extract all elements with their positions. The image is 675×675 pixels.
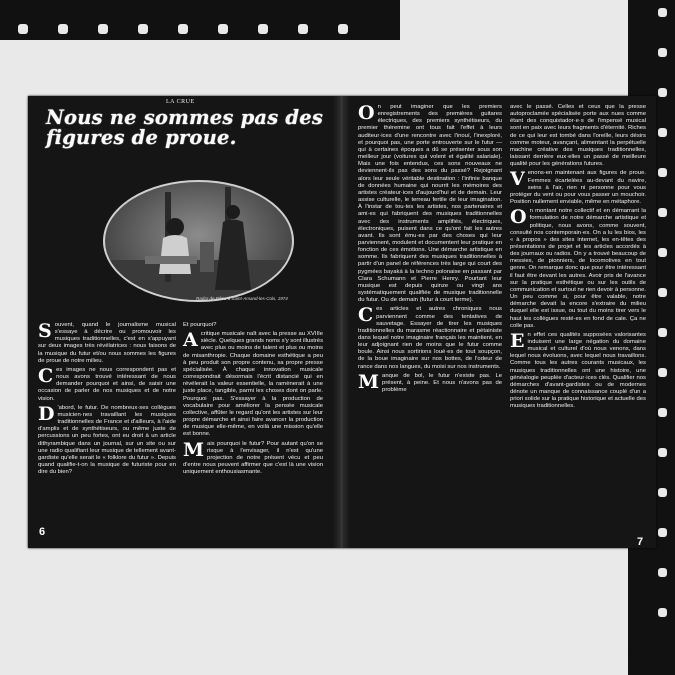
film-strip-top [0, 0, 400, 40]
drop-cap: O [510, 206, 527, 229]
photo-caption: Radar de Pâtre à Saint-Amand-les-Cols, 1974 [196, 296, 288, 301]
article-paragraph [183, 331, 323, 438]
page-number-left: 6 [39, 526, 46, 538]
right-column-1 [358, 104, 502, 396]
paragraph-text: n effet ces qualités supposées valorisantes induisent une large négation du domaine musical et culturel d'où nous venons, dans lequel nous évoluons, avec lequel nous travaillons. Comme tous les autres courants musicaux, les musiques traditionnelles ont une histoire, une généalogie peuplée d'acteur·ices clés. Qualifier nos démarches d'avant-gardistes ou de modernes dénote un manque de connaissance couplé d'un a priori solide sur la pratique historique et actuelle des musiques traditionnelles. [510, 331, 646, 410]
left-column-2 [183, 322, 323, 478]
drop-cap: C [358, 304, 374, 327]
article-paragraph [358, 306, 502, 370]
paragraph-text: Et pourquoi? [183, 322, 217, 328]
paragraph-text: n peut imaginer que les premiers enregistrements des premières guitares électriques, des premiers synthétiseurs, du premier théremine ont tous fait l'effet à leurs auditeur·ices d'une rencontre avec l'inouï, l'inexploré, et pourquoi pas, une porte entrouverte sur le futur — qui à certaines époques a dû se présenter sous son meilleur jour (voitures qui volent et égalité salariale). Mais une fois entendus, ces sons nouveaux ne deviennent-ils pas des sons du passé? Rejoignant alors leur seule véritable destination : l'infinie banque de données humaine qui nourrit les mémoires des artistes créateur·ices d'aujourd'hui et de demain. Leur assise culturelle, le terreau fertile de leur imagination. À l'instar de tou·tes les artistes, nos partenaires et ami·es qui fabriquent des musiques traditionnelles avec des instruments amplifiés, électriques, électroniques, puisent dans ce qu'ont fait les autres avant. Ils sont ému·es par des choses qui leur parviennent, modulent et documentent leur pratique en fonction de ces émotions. Une démarche artistique en somme. Ils fabriquent des musiques traditionnelles à partir d'un panel de références très large qui court des pygmées bayaká à la techno polonaise en passant par Clara Schumann et Pierre Henry. Pourtant leur musique est depuis quinze ou vingt ans systématiquement qualifiée de musique traditionnelle du futur. Ou de demain (futur à court terme). [358, 104, 502, 304]
drop-cap: S [38, 320, 52, 342]
paragraph-text: ais pourquoi le futur? Pour autant qu'on se risque à l'envisager, il n'est qu'une projection de notre présent vécu et peu d'entre nous peuvent affirmer que c'est là une vision uniquement enthousiasmante. [183, 440, 323, 476]
musicians-illustration [105, 182, 292, 300]
drop-cap: M [358, 370, 380, 393]
article-paragraph [510, 170, 646, 206]
article-paragraph [358, 104, 502, 304]
drop-cap: C [38, 364, 54, 387]
article-paragraph [183, 322, 323, 329]
left-column-1 [38, 322, 176, 478]
article-paragraph [510, 208, 646, 330]
article-paragraph [38, 322, 176, 365]
article-headline: Nous ne sommes pas des figures de proue. [46, 106, 324, 149]
section-label: LA CRUE [166, 99, 195, 105]
drop-cap: V [510, 168, 525, 191]
spine-gutter [333, 96, 350, 548]
article-paragraph [358, 370, 502, 394]
paragraph-text: avec le passé. Celles et ceux que la presse autoproclamée spécialisée porte aux nues comme étant des conquistador·e·s de l'impensé musical sont en paix avec leurs fragments d'éternité. Riches de ce qui leur est tombé dans l'oreille, leurs désirs comme moteur, avançant, alimentant la perpétuelle machine créative des musiques traditionnelles, laissant derrière eux·elles un passé de meilleure qualité pour les générations futures. [510, 104, 646, 168]
article-paragraph [38, 402, 176, 477]
corner-logo: LS [630, 644, 648, 660]
paragraph-text: es images ne nous correspondent pas et nous avons trouvé intéressant de nous demander pourquoi et ainsi, de saisir une occasion de parler de nos musiques et de notre vision. [38, 366, 176, 402]
right-column-2 [510, 104, 646, 413]
paragraph-text: ouvent, quand le journalisme musical s'essaye à décrire ou promouvoir les musiques traditionnelles, c'est en s'appuyant sur deux images très révélatrices : nous faisons de la musique du futur et/ou nous sommes les figures de proue de notre milieu. [38, 322, 176, 364]
page-number-right: 7 [637, 536, 644, 548]
drop-cap: D [38, 402, 55, 425]
left-page [28, 96, 333, 548]
paragraph-text: enons-en maintenant aux figures de proue. Femmes écartelées au-devant du navire, seins à l'air, rien ni personne pour vous protéger du vent ou pour vous passer un mouchoir. Position nullement enviable, même en métaphore. [510, 170, 646, 206]
drop-cap: O [358, 102, 375, 124]
article-paragraph [510, 104, 646, 168]
article-paragraph [510, 329, 646, 411]
paragraph-text: anque de bol, le futur n'existe pas. Le présent, à peine. Et nous n'avons pas de problème [382, 372, 502, 394]
paragraph-text: 'abord, le futur. De nombreux·ses collègues musicien·nes travaillant les musiques traditionnelles de France et d'ailleurs, à l'aide d'amplis et de synthétiseurs, ou même juste de percussions un peu fortes, ont eu droit à un article dithyrambique dans un journal, sur un site ou sur une radio qualifiant leur musique de tellement avant-gardiste qu'elle serait le « folklore du futur ». Depuis quand qualifie-t-on la musique de futuriste pour en dire du bien? [38, 404, 176, 476]
right-page [350, 96, 656, 548]
paragraph-text: critique musicale naît avec la presse au XVIIIe siècle. Quelques grands noms s'y sont illustrés avec plus ou moins de talent et plus ou moins de misanthropie. Chaque domaine esthétique a peu à peu produit son propre contenu, sa propre presse spécialisée. À chaque innovation musicale correspondrait désormais l'écrit distancié qui en révélerait la valeur essentielle, la ramènerait à une juste place, tangible, parmi les choses dont on parle. Pourquoi pas. S'essayer à la production de vocabulaire pour améliorer la pensée musicale collective, affûter le regard qu'ont les artistes sur leur propre démarche et ainsi faire avancer la production de musique elle-même, en voilà une mission qu'elle est bonne. [183, 331, 324, 438]
concert-photo [103, 180, 294, 302]
drop-cap: M [183, 438, 205, 461]
magazine-spread [28, 96, 656, 548]
drop-cap: A [183, 329, 198, 352]
drop-cap: E [510, 329, 525, 352]
paragraph-text: es articles et autres chroniques nous parviennent comme des tentatives de sauvetage. Essayer de tirer les musiques traditionnelles du marasme réactionnaire et pétainiste dans lequel notre imaginaire français les maintient, en leur adjoignant rien de moins que le futur comme boule. Ainsi nous sortirions loué·es de tout soupçon, de la boue imaginaire sur nos bottes, de l'odeur de rance dans nos langues, du moisi sur nos instruments. [358, 306, 502, 370]
article-paragraph [38, 364, 176, 403]
article-paragraph [183, 438, 323, 477]
paragraph-text: n montant notre collectif et en démarrant la formulation de notre démarche artistique et politique, nous avons, comme souvent, consulté nos contemporain·es. On a lu les bios, les « à propos » des sites internet, les en-têtes des présentations de projet et les articles accordés à des journaux ou radios. On y a trouvé beaucoup de messies, de pionniers, de locomotives en tout genre. On remarque donc que pour être intéressant il faut être devant les autres. Avoir pris de l'avance sur la pratique esthétique ou sur les outils de communication et surtout ne rien devoir à personne. Un peu comme si, pour être valable, notre démarche devait la encore s'extraire du milieu duquel elle est issue, ou tout du moins tirer vers le haut les collègues resté·es en fond de cale. Ça ne colle pas. [510, 208, 646, 329]
